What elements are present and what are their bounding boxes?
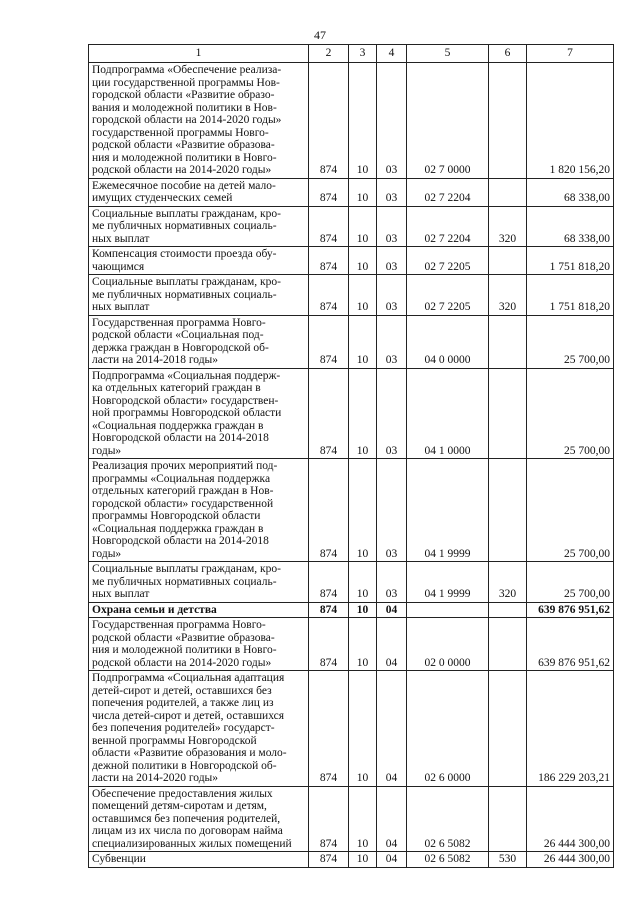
section-cell: 10 — [349, 852, 377, 868]
subsection-cell: 03 — [377, 247, 407, 275]
item-name-cell: Охрана семьи и детства — [89, 602, 309, 618]
target-article-cell: 04 1 9999 — [407, 562, 489, 603]
item-name-cell: Подпрограмма «Социальная поддерж- ка отдельных категорий граждан в Новгородской области» государствен- ной программы Новгородской области «Социальная поддержка граждан в Новгородской области на 2014-2018 годы» — [89, 368, 309, 459]
item-name-cell: Государственная программа Новго- родской области «Развитие образова- ния и молодежной политики в Новго- родской области на 2014-2020 годы» — [89, 618, 309, 671]
amount-cell: 68 338,00 — [527, 178, 614, 206]
budget-table — [88, 44, 614, 868]
ministry-code-cell: 874 — [309, 63, 349, 179]
table-row — [89, 315, 614, 368]
amount-cell: 25 700,00 — [527, 368, 614, 459]
amount-cell: 639 876 951,62 — [527, 602, 614, 618]
section-cell: 10 — [349, 602, 377, 618]
item-name-cell: Реализация прочих мероприятий под- программы «Социальная поддержка отдельных категорий граждан в Нов- городской области» государственной программы Новгородской области «Социальная поддержка граждан в Новгородской области на 2014-2018 годы» — [89, 459, 309, 562]
subsection-cell: 03 — [377, 315, 407, 368]
ministry-code-cell: 874 — [309, 368, 349, 459]
table-row — [89, 562, 614, 603]
table-row — [89, 275, 614, 316]
target-article-cell: 02 6 5082 — [407, 852, 489, 868]
expense-type-cell: 320 — [489, 206, 527, 247]
target-article-cell: 02 7 2204 — [407, 178, 489, 206]
ministry-code-cell: 874 — [309, 206, 349, 247]
item-name-cell: Субвенции — [89, 852, 309, 868]
subsection-cell: 03 — [377, 368, 407, 459]
amount-cell: 25 700,00 — [527, 459, 614, 562]
expense-type-cell — [489, 63, 527, 179]
subsection-cell: 03 — [377, 562, 407, 603]
expense-type-cell: 530 — [489, 852, 527, 868]
target-article-cell: 02 0 0000 — [407, 618, 489, 671]
table-header-row — [89, 45, 614, 63]
target-article-cell: 02 7 2204 — [407, 206, 489, 247]
item-name-cell: Ежемесячное пособие на детей мало- имущих студенческих семей — [89, 178, 309, 206]
ministry-code-cell: 874 — [309, 562, 349, 603]
target-article-cell: 04 1 9999 — [407, 459, 489, 562]
amount-cell: 25 700,00 — [527, 562, 614, 603]
target-article-cell: 02 7 2205 — [407, 275, 489, 316]
subsection-cell: 04 — [377, 671, 407, 787]
item-name-cell: Компенсация стоимости проезда обу- чающимся — [89, 247, 309, 275]
amount-cell: 1 751 818,20 — [527, 247, 614, 275]
table-row — [89, 852, 614, 868]
amount-cell: 639 876 951,62 — [527, 618, 614, 671]
expense-type-cell — [489, 315, 527, 368]
section-cell: 10 — [349, 315, 377, 368]
page-number: 47 — [314, 28, 326, 42]
ministry-code-cell: 874 — [309, 275, 349, 316]
table-row — [89, 459, 614, 562]
amount-cell: 1 820 156,20 — [527, 63, 614, 179]
expense-type-cell — [489, 786, 527, 852]
target-article-cell: 04 1 0000 — [407, 368, 489, 459]
subsection-cell: 04 — [377, 602, 407, 618]
item-name-cell: Подпрограмма «Социальная адаптация детей-сирот и детей, оставшихся без попечения родителей, а также лиц из числа детей-сирот и детей, оставшихся без попечения родителей» государст- венной программы Новгородской области «Развитие образования и моло- дежной политики в Новгородской об- ласти на 2014-2020 годы» — [89, 671, 309, 787]
target-article-cell: 02 7 2205 — [407, 247, 489, 275]
section-cell: 10 — [349, 247, 377, 275]
amount-cell: 26 444 300,00 — [527, 852, 614, 868]
target-article-cell: 02 7 0000 — [407, 63, 489, 179]
column-header: 7 — [527, 45, 614, 63]
subsection-cell: 03 — [377, 206, 407, 247]
expense-type-cell: 320 — [489, 562, 527, 603]
table-body — [89, 63, 614, 868]
expense-type-cell — [489, 368, 527, 459]
table-row — [89, 206, 614, 247]
expense-type-cell — [489, 602, 527, 618]
item-name-cell: Социальные выплаты гражданам, кро- ме публичных нормативных социаль- ных выплат — [89, 206, 309, 247]
expense-type-cell — [489, 247, 527, 275]
section-cell: 10 — [349, 178, 377, 206]
ministry-code-cell: 874 — [309, 671, 349, 787]
target-article-cell: 02 6 5082 — [407, 786, 489, 852]
expense-type-cell — [489, 618, 527, 671]
section-cell: 10 — [349, 562, 377, 603]
ministry-code-cell: 874 — [309, 315, 349, 368]
table-row — [89, 618, 614, 671]
subsection-cell: 03 — [377, 275, 407, 316]
item-name-cell: Социальные выплаты гражданам, кро- ме публичных нормативных социаль- ных выплат — [89, 562, 309, 603]
subsection-cell: 03 — [377, 63, 407, 179]
expense-type-cell — [489, 178, 527, 206]
subsection-cell: 04 — [377, 786, 407, 852]
ministry-code-cell: 874 — [309, 852, 349, 868]
column-header: 6 — [489, 45, 527, 63]
subsection-cell: 04 — [377, 618, 407, 671]
table-row — [89, 247, 614, 275]
ministry-code-cell: 874 — [309, 602, 349, 618]
amount-cell: 26 444 300,00 — [527, 786, 614, 852]
ministry-code-cell: 874 — [309, 786, 349, 852]
table-row — [89, 63, 614, 179]
subsection-cell: 04 — [377, 852, 407, 868]
target-article-cell: 02 6 0000 — [407, 671, 489, 787]
table-row — [89, 368, 614, 459]
ministry-code-cell: 874 — [309, 247, 349, 275]
column-header: 1 — [89, 45, 309, 63]
table-row — [89, 602, 614, 618]
amount-cell: 186 229 203,21 — [527, 671, 614, 787]
ministry-code-cell: 874 — [309, 178, 349, 206]
table-row — [89, 671, 614, 787]
section-cell: 10 — [349, 671, 377, 787]
item-name-cell: Обеспечение предоставления жилых помещений детям-сиротам и детям, оставшимся без попечения родителей, лицам из их числа по договорам найма специализированных жилых помещений — [89, 786, 309, 852]
section-cell: 10 — [349, 459, 377, 562]
section-cell: 10 — [349, 275, 377, 316]
expense-type-cell — [489, 671, 527, 787]
section-cell: 10 — [349, 368, 377, 459]
section-cell: 10 — [349, 786, 377, 852]
section-cell: 10 — [349, 618, 377, 671]
section-cell: 10 — [349, 63, 377, 179]
column-header: 5 — [407, 45, 489, 63]
table-row — [89, 178, 614, 206]
target-article-cell — [407, 602, 489, 618]
item-name-cell: Подпрограмма «Обеспечение реализа- ции государственной программы Нов- городской области «Развитие образо- вания и молодежной политики в Нов- городской области на 2014-2020 годы» государственной программы Новго- родской области «Развитие образова- ния и молодежной политики в Новго- родской области на 2014-2020 годы» — [89, 63, 309, 179]
amount-cell: 1 751 818,20 — [527, 275, 614, 316]
item-name-cell: Государственная программа Новго- родской области «Социальная под- держка граждан в Новгородской об- ласти на 2014-2018 годы» — [89, 315, 309, 368]
column-header: 3 — [349, 45, 377, 63]
table-row — [89, 786, 614, 852]
subsection-cell: 03 — [377, 459, 407, 562]
column-header: 4 — [377, 45, 407, 63]
expense-type-cell — [489, 459, 527, 562]
subsection-cell: 03 — [377, 178, 407, 206]
expense-type-cell: 320 — [489, 275, 527, 316]
amount-cell: 68 338,00 — [527, 206, 614, 247]
item-name-cell: Социальные выплаты гражданам, кро- ме публичных нормативных социаль- ных выплат — [89, 275, 309, 316]
target-article-cell: 04 0 0000 — [407, 315, 489, 368]
amount-cell: 25 700,00 — [527, 315, 614, 368]
ministry-code-cell: 874 — [309, 459, 349, 562]
column-header: 2 — [309, 45, 349, 63]
section-cell: 10 — [349, 206, 377, 247]
ministry-code-cell: 874 — [309, 618, 349, 671]
